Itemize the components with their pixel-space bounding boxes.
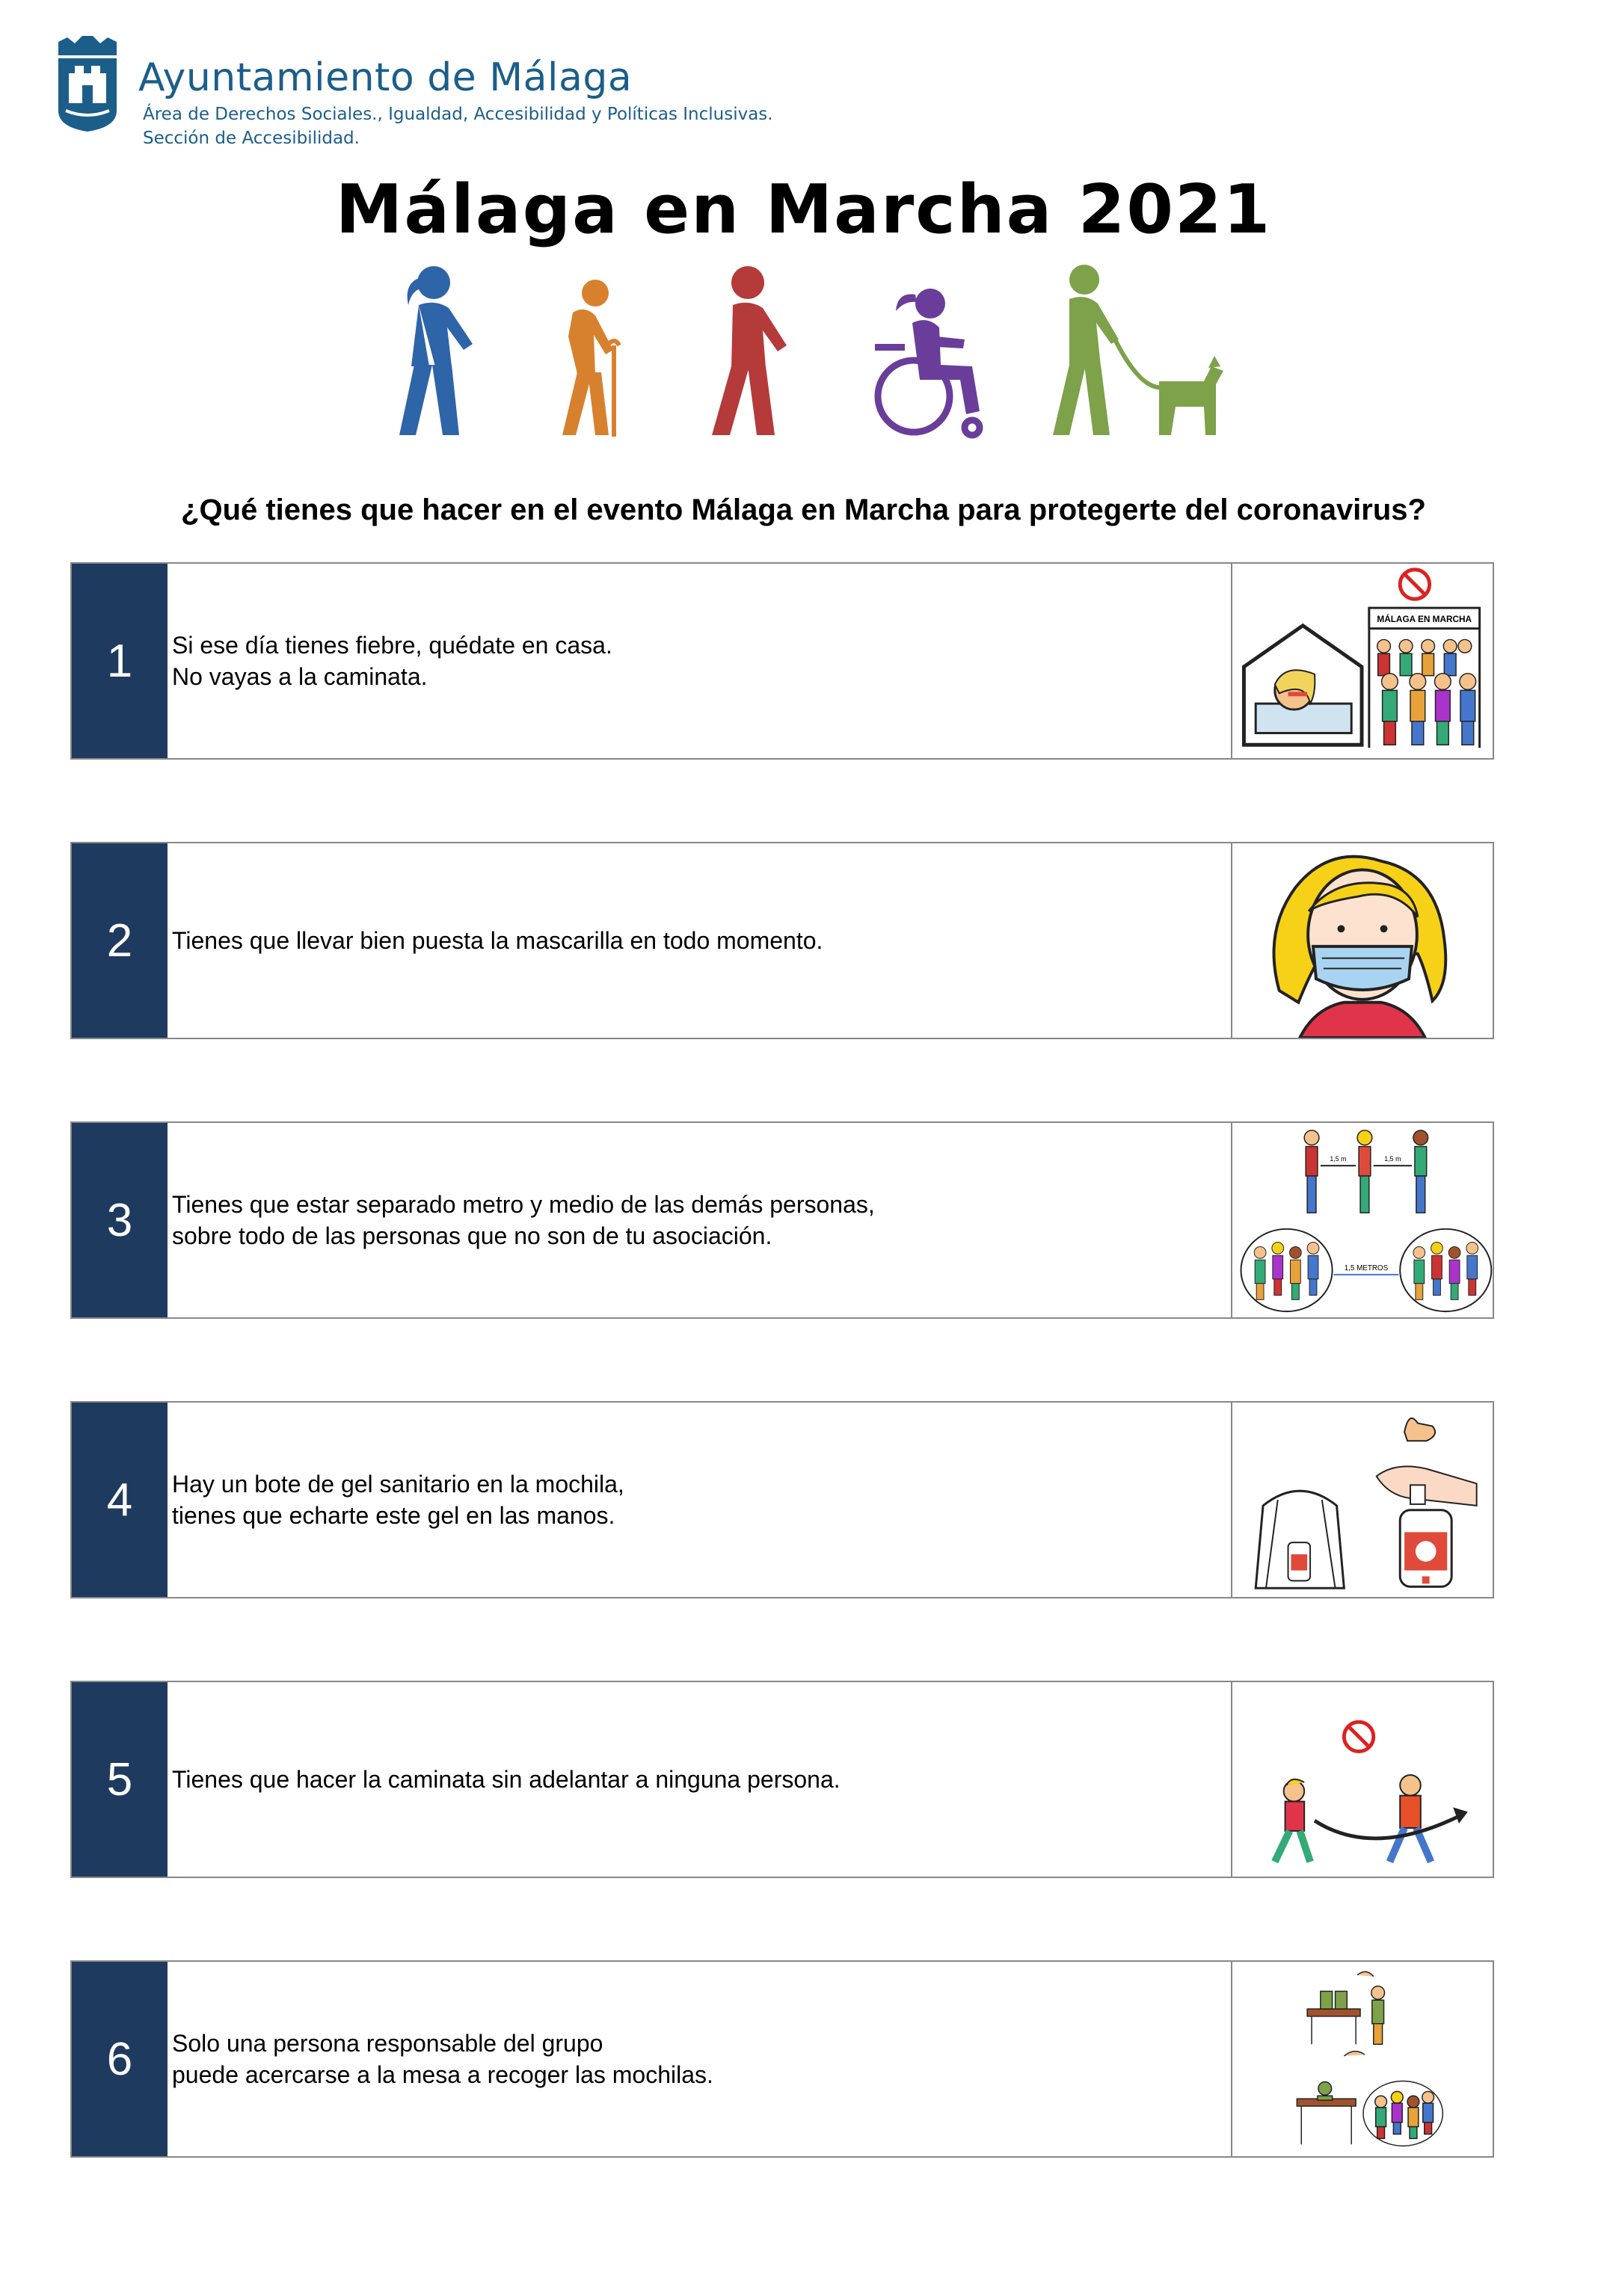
rule-row xyxy=(70,842,1494,1039)
rule-number: 4 xyxy=(72,1403,168,1597)
wheelchair-user-icon xyxy=(867,262,995,441)
group-leader-table-icon xyxy=(1231,1962,1493,2156)
walkers-illustration xyxy=(389,262,1226,441)
rule-line: Tienes que llevar bien puesta la mascarilla en todo momento. xyxy=(172,927,823,954)
rule-line: Hay un bote de gel sanitario en la mochila, xyxy=(172,1471,624,1498)
city-crest-icon xyxy=(52,36,123,132)
rule-line: Si ese día tienes fiebre, quédate en casa. xyxy=(172,632,612,659)
rule-row xyxy=(70,562,1494,760)
org-section: Sección de Accesibilidad. xyxy=(143,129,360,148)
rule-number: 6 xyxy=(72,1962,168,2156)
man-walking-icon xyxy=(703,262,793,441)
rule-text xyxy=(172,1962,1229,2156)
social-distance-icon xyxy=(1231,1123,1493,1317)
rule-number: 3 xyxy=(72,1123,168,1317)
rule-text xyxy=(172,843,1229,1038)
rule-line: puede acercarse a la mesa a recoger las mochilas. xyxy=(172,2061,713,2088)
rule-text xyxy=(172,1682,1229,1877)
rule-text xyxy=(172,564,1229,758)
woman-walking-icon xyxy=(389,262,494,441)
rule-number: 2 xyxy=(72,843,168,1038)
face-mask-icon xyxy=(1231,843,1493,1038)
rule-text xyxy=(172,1123,1229,1317)
question-heading: ¿Qué tienes que hacer en el evento Málaga en Marcha para protegerte del coronavirus? xyxy=(181,493,1426,526)
hand-sanitizer-backpack-icon xyxy=(1231,1403,1493,1597)
elderly-walking-icon xyxy=(546,262,628,441)
rule-line: tienes que echarte este gel en las manos. xyxy=(172,1502,615,1529)
rule-row xyxy=(70,1121,1494,1319)
rule-row xyxy=(70,1401,1494,1598)
org-area: Área de Derechos Sociales., Igualdad, Accesibilidad y Políticas Inclusivas. xyxy=(143,105,773,124)
header xyxy=(52,36,950,148)
rule-row xyxy=(70,1681,1494,1878)
org-name: Ayuntamiento de Málaga xyxy=(138,55,633,100)
person-with-guide-dog-icon xyxy=(1047,262,1226,441)
distance-label-3: 1,5 METROS xyxy=(1344,1264,1389,1272)
distance-label-1: 1,5 m xyxy=(1330,1155,1347,1163)
rule-number: 5 xyxy=(72,1682,168,1877)
rule-number: 1 xyxy=(72,564,168,758)
rule-line: Tienes que hacer la caminata sin adelantar a ninguna persona. xyxy=(172,1766,841,1793)
rule-row xyxy=(70,1960,1494,2158)
no-overtaking-icon xyxy=(1231,1682,1493,1877)
sick-at-home-no-event-icon xyxy=(1231,564,1493,758)
event-banner-label: MÁLAGA EN MARCHA xyxy=(1377,613,1472,624)
rule-line: Solo una persona responsable del grupo xyxy=(172,2030,603,2057)
rule-line: Tienes que estar separado metro y medio de las demás personas, xyxy=(172,1191,875,1218)
page-title: Málaga en Marcha 2021 xyxy=(335,170,1272,249)
rule-line: No vayas a la caminata. xyxy=(172,663,428,690)
rule-line: sobre todo de las personas que no son de tu asociación. xyxy=(172,1222,772,1249)
distance-label-2: 1,5 m xyxy=(1384,1155,1401,1163)
rule-text xyxy=(172,1403,1229,1597)
